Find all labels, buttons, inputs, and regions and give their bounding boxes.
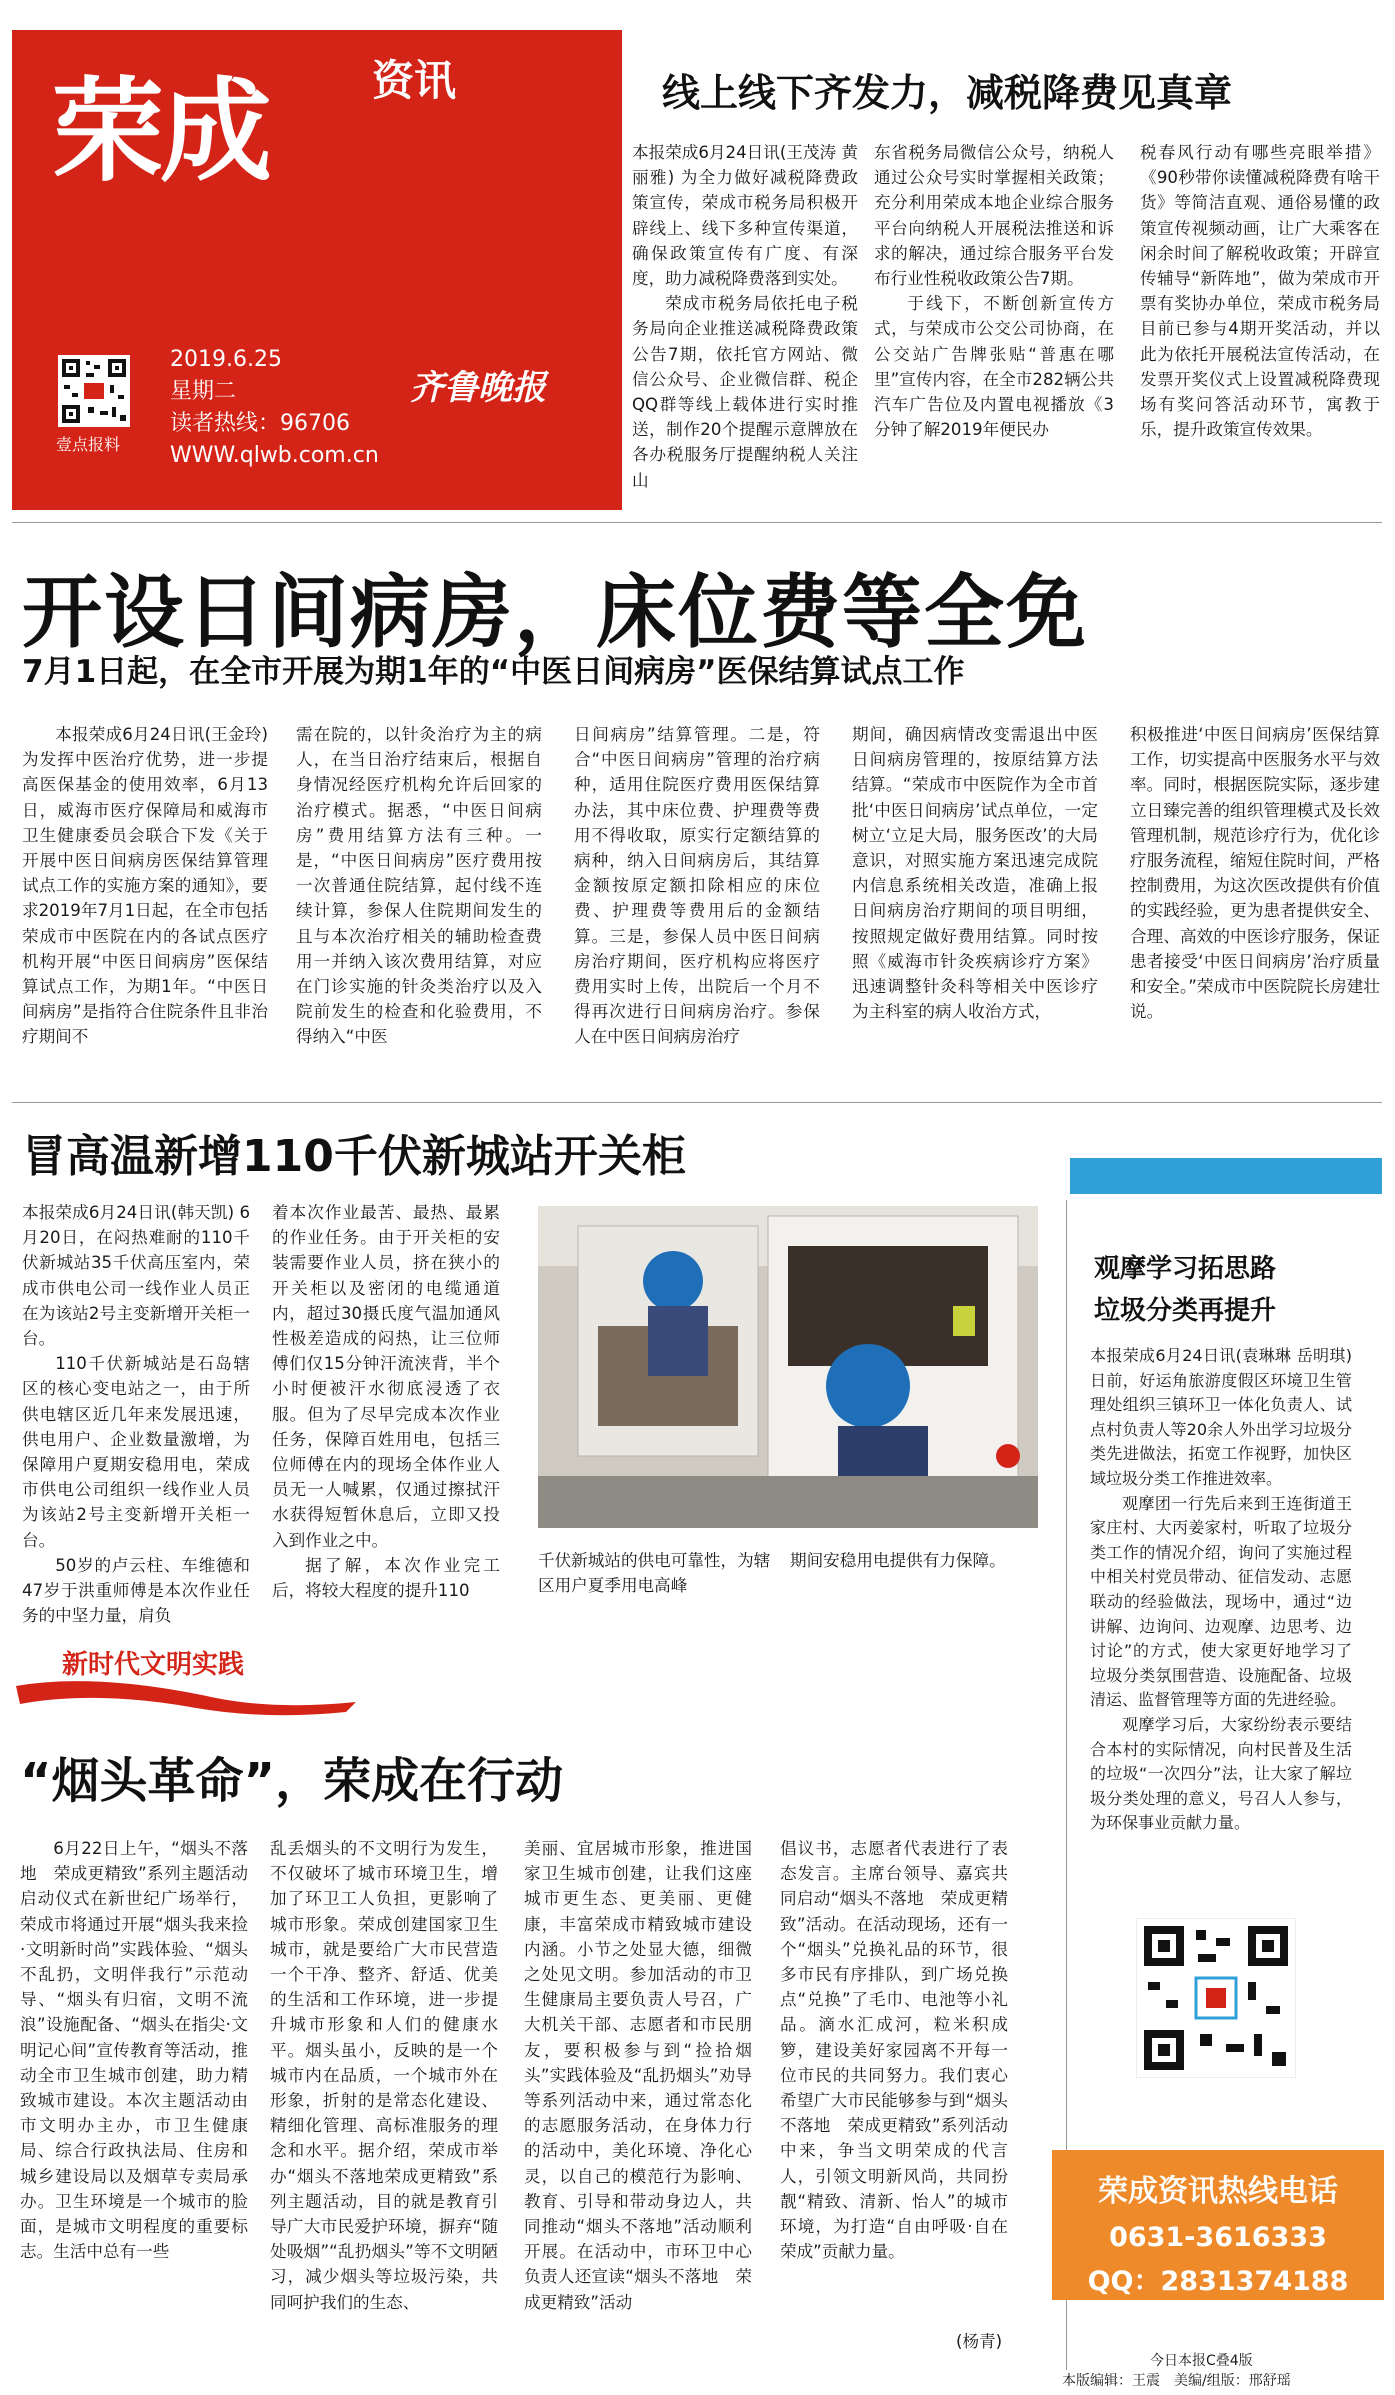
- article2-subtitle: 7月1日起，在全市开展为期1年的“中医日间病房”医保结算试点工作: [22, 654, 965, 690]
- article2-col3: 日间病房”结算管理。二是，符合“中医日间病房”管理的治疗病种，适用住院医疗费用医保结算办法，其中床位费、护理费等费用不得收取，原实行定额结算的病种，纳入日间病房后，其结算金额按原定额扣除相应的床位费、护理费等费用后的金额结算。三是，参保人员中医日间病房治疗期间，医疗机构应将医疗费用实时上传，出院后一个月不得再次进行日间病房治疗。参保人在中医日间病房治疗: [574, 725, 820, 1047]
- qr-code-icon: [1136, 1918, 1296, 2078]
- article3-col2: 着本次作业最苦、最热、最累的作业任务。由于开关柜的安装需要作业人员，挤在狭小的开关柜以及密闭的电缆通道内，超过30摄氏度气温加通风性极差造成的闷热，让三位师傅们仅15分钟汗流浃背，半个小时便被汗水彻底浸透了衣服。但为了尽早完成本次作业任务，保障百姓用电，包括三位师傅在内的现场全体作业人员无一人喊累，仅通过擦拭汗水获得短暂休息后，立即又投入到作业之中。 据了解，本次作业完工后，将较大程度的提升110: [272, 1203, 500, 1601]
- article4-byline: (杨青): [956, 2332, 1003, 2351]
- sidebar-qr-code: [1136, 1918, 1296, 2078]
- sidebar-title-line2: 垃圾分类再提升: [1094, 1296, 1277, 1326]
- article4-title: “烟头革命”，荣成在行动: [20, 1753, 564, 1809]
- masthead-hotline: 读者热线：96706: [170, 411, 350, 436]
- article2-title: 开设日间病房，床位费等全免: [22, 566, 1088, 659]
- article2-col4: 期间，确因病情改变需退出中医日间病房管理的，按原结算方法结算。“荣成市中医院作为全市首批‘中医日间病房’试点单位，一定树立‘立足大局，服务医改’的大局意识，对照实施方案迅速完成院内信息系统相关改造，准确上报日间病房治疗期间的项目明细，按照规定做好费用结算。同时按照《威海市针灸疾病诊疗方案》迅速调整针灸科等相关中医诊疗为主科室的病人收治方式，: [852, 725, 1098, 1022]
- sidebar-body: 本报荣成6月24日讯(袁琳琳 岳明琪) 日前，好运角旅游度假区环境卫生管理处组织三镇环卫一体化负责人、试点村负责人等20余人外出学习垃圾分类先进做法，拓宽工作视野，加快区域垃圾分类工作推进效率。 观摩团一行先后来到王连街道王家庄村、大丙姜家村，听取了垃圾分类工作的情况介绍，询问了实施过程中相关村党员带动、征信发动、志愿联动的经验做法，现场中，通过“边讲解、边询问、边观摩、边思考、边讨论”的方式，使大家更好地学习了垃圾分类氛围营造、设施配备、垃圾清运、监督管理等方面的先进经验。 观摩学习后，大家纷纷表示要结合本村的实际情况，向村民普及生活的垃圾“一次四分”法，让大家了解垃圾分类处理的意义，号召人人参与，为环保事业贡献力量。: [1090, 1346, 1352, 1833]
- footer-line1: 今日本报C叠4版: [1150, 2353, 1253, 2369]
- paper-name-logo: 齐鲁晚报: [410, 368, 546, 408]
- masthead-qr-label: 壹点报料: [56, 435, 121, 454]
- article3-title: 冒高温新增110千伏新城站开关柜: [22, 1131, 686, 1182]
- qr-code-icon: [58, 355, 130, 427]
- masthead-logo: 荣成: [52, 67, 268, 197]
- photo-caption-1: 千伏新城站的供电可靠性，为辖区用户夏季用电高峰: [538, 1551, 771, 1595]
- sidebar-title-line1: 观摩学习拓思路: [1094, 1254, 1277, 1284]
- accent-bar: [1070, 1158, 1382, 1194]
- masthead-website: WWW.qlwb.com.cn: [170, 443, 379, 468]
- masthead-date: 2019.6.25: [170, 347, 282, 372]
- photo-caption-2: 期间安稳用电提供有力保障。: [790, 1551, 1006, 1570]
- article1-col1: 本报荣成6月24日讯(王茂涛 黄丽雅) 为全力做好减税降费政策宣传，荣成市税务局积极开辟线上、线下多种宣传渠道，确保政策宣传有广度、有深度，助力减税降费落到实处。 荣成市税务局依托电子税务局向企业推送减税降费政策公告7期，依托官方网站、微信公众号、企业微信群、税企QQ群等线上载体进行实时推送，制作20个提醒示意牌放在各办税服务厅提醒纳税人关注山: [632, 143, 858, 490]
- worker-photo-icon: [538, 1206, 1038, 1528]
- masthead-qr-code: [58, 355, 130, 427]
- article2-col1: 本报荣成6月24日讯(王金玲) 为发挥中医治疗优势，进一步提高医保基金的使用效率，6月13日，威海市医疗保障局和威海市卫生健康委员会联合下发《关于开展中医日间病房医保结算管理试点工作的实施方案的通知》，要求2019年7月1日起，在全市包括荣成市中医院在内的各试点医疗机构开展“中医日间病房”医保结算试点工作，为期1年。“中医日间病房”是指符合住院条件且非治疗期间不: [22, 725, 268, 1047]
- masthead-weekday: 星期二: [170, 379, 237, 404]
- article1-col2: 东省税务局微信公众号，纳税人通过公众号实时掌握相关政策；充分利用荣成本地企业综合服务平台向纳税人开展税法推送和诉求的解决，通过综合服务平台发布行业性税收政策公告7期。 于线下，不断创新宣传方式，与荣成市公交公司协商，在公交站广告牌张贴“普惠在哪里”宣传内容，在全市282辆公共汽车广告位及内置电视播放《3分钟了解2019年便民办: [874, 143, 1114, 440]
- article3-photo: [538, 1206, 1038, 1528]
- article4-col1: 6月22日上午，“烟头不落地 荣成更精致”系列主题活动启动仪式在新世纪广场举行，荣成市将通过开展“烟头我来捡·文明新时尚”实践体验、“烟头不乱扔，文明伴我行”示范动导、“烟头有归宿，文明不流浪”设施配备、“烟头在指尖·文明记心间”宣传教育等活动，推动全市卫生城市创建，助力精致城市建设。本次主题活动由市文明办主办，市卫生健康局、综合行政执法局、住房和城乡建设局以及烟草专卖局承办。卫生环境是一个城市的脸面，是城市文明程度的重要标志。生活中总有一些: [20, 1839, 248, 2262]
- divider: [12, 1102, 1382, 1103]
- hotline-qq: QQ：2831374188: [1087, 2266, 1349, 2297]
- hotline-phone: 0631-3616333: [1109, 2222, 1327, 2253]
- hotline-box: [1052, 2150, 1384, 2300]
- masthead-logo-sub: 资讯: [372, 56, 457, 105]
- article4-col2: 乱丢烟头的不文明行为发生，不仅破坏了城市环境卫生，增加了环卫工人负担，更影响了城市形象。荣成创建国家卫生城市，就是要给广大市民营造一个干净、整齐、舒适、优美的生活和工作环境，进一步提升城市形象和人们的健康水平。烟头虽小，反映的是一个城市内在品质，一个城市外在形象，折射的是常态化建设、精细化管理、高标准服务的理念和水平。据介绍，荣成市举办“烟头不落地荣成更精致”系列主题活动，目的就是教育引导广大市民爱护环境，摒弃“随处吸烟”“乱扔烟头”等不文明陋习，减少烟头等垃圾污染，共同呵护我们的生态、: [270, 1839, 498, 2312]
- article1-col3: 税春风行动有哪些亮眼举措》《90秒带你读懂减税降费有啥干货》等简洁直观、通俗易懂的政策宣传视频动画，让广大乘客在闲余时间了解税收政策；开辟宣传辅导“新阵地”，做为荣成市开票有奖协办单位，荣成市税务局目前已参与4期开奖活动，并以此为依托开展税法宣传活动，在发票开奖仪式上设置减税降费现场有奖问答活动环节，寓教于乐，提升政策宣传效果。: [1140, 143, 1380, 440]
- article2-col5: 积极推进‘中医日间病房’医保结算工作，切实提高中医服务水平与效率。同时，根据医院实际，逐步建立日臻完善的组织管理模式及长效管理机制，规范诊疗行为，优化诊疗服务流程，缩短住院时间，严格控制费用，为这次医改提供有价值的实践经验，更为患者提供安全、合理、高效的中医诊疗服务，保证患者接受‘中医日间病房’治疗质量和安全。”荣成市中医院院长房建壮说。: [1130, 725, 1380, 1022]
- divider: [12, 522, 1382, 523]
- article4-kicker: 新时代文明实践: [62, 1650, 245, 1680]
- article4-col3: 美丽、宜居城市形象，推进国家卫生城市创建，让我们这座城市更生态、更美丽、更健康，丰富荣成市精致城市建设内涵。小节之处显大德，细微之处见文明。参加活动的市卫生健康局主要负责人号召，广大机关干部、志愿者和市民朋友，要积极参与到“捡拾烟头”实践体验及“乱扔烟头”劝导等系列活动中来，通过常态化的志愿服务活动，在身体力行的活动中，美化环境、净化心灵，以自己的模范行为影响、教育、引导和带动身边人，共同推动“烟头不落地”活动顺利开展。在活动中，市环卫中心负责人还宣读“烟头不落地 荣成更精致”活动: [524, 1839, 752, 2312]
- article2-col2: 需在院的，以针灸治疗为主的病人，在当日治疗结束后，根据自身情况经医疗机构允许后回家的治疗模式。据悉，“中医日间病房”费用结算方法有三种。一是，“中医日间病房”医疗费用按一次普通住院结算，起付线不连续计算，参保人住院期间发生的且与本次治疗相关的辅助检查费用一并纳入该次费用结算，对应在门诊实施的针灸类治疗以及入院前发生的检查和化验费用，不得纳入“中医: [296, 725, 542, 1047]
- article3-col1: 本报荣成6月24日讯(韩天凯) 6月20日，在闷热难耐的110千伏新城站35千伏高压室内，荣成市供电公司一线作业人员正在为该站2号主变新增开关柜一台。 110千伏新城站是石岛辖区的核心变电站之一，由于所供电辖区近几年来发展迅速，供电用户、企业数量激增，为保障用户夏期安稳用电，荣成市供电公司组织一线作业人员为该站2号主变新增开关柜一台。 50岁的卢云柱、车维德和47岁于洪重师傅是本次作业任务的中坚力量，肩负: [22, 1203, 250, 1626]
- article1-title: 线上线下齐发力，减税降费见真章: [662, 71, 1233, 115]
- footer-line2: 本版编辑：王震 美编/组版：邢舒瑶: [1062, 2373, 1291, 2389]
- article4-col4: 倡议书，志愿者代表进行了表态发言。主席台领导、嘉宾共同启动“烟头不落地 荣成更精致”活动。在活动现场，还有一个“烟头”兑换礼品的环节，很多市民有序排队，到广场兑换点“兑换”了毛巾、电池等小礼品。滴水汇成河，粒米积成箩，建设美好家园离不开每一位市民的共同努力。我们衷心希望广大市民能够参与到“烟头不落地 荣成更精致”系列活动中来，争当文明荣成的代言人，引领文明新风尚，共同扮靓“精致、清新、怡人”的城市环境，为打造“自由呼吸·自在荣成”贡献力量。: [780, 1839, 1008, 2262]
- hotline-title: 荣成资讯热线电话: [1098, 2174, 1338, 2209]
